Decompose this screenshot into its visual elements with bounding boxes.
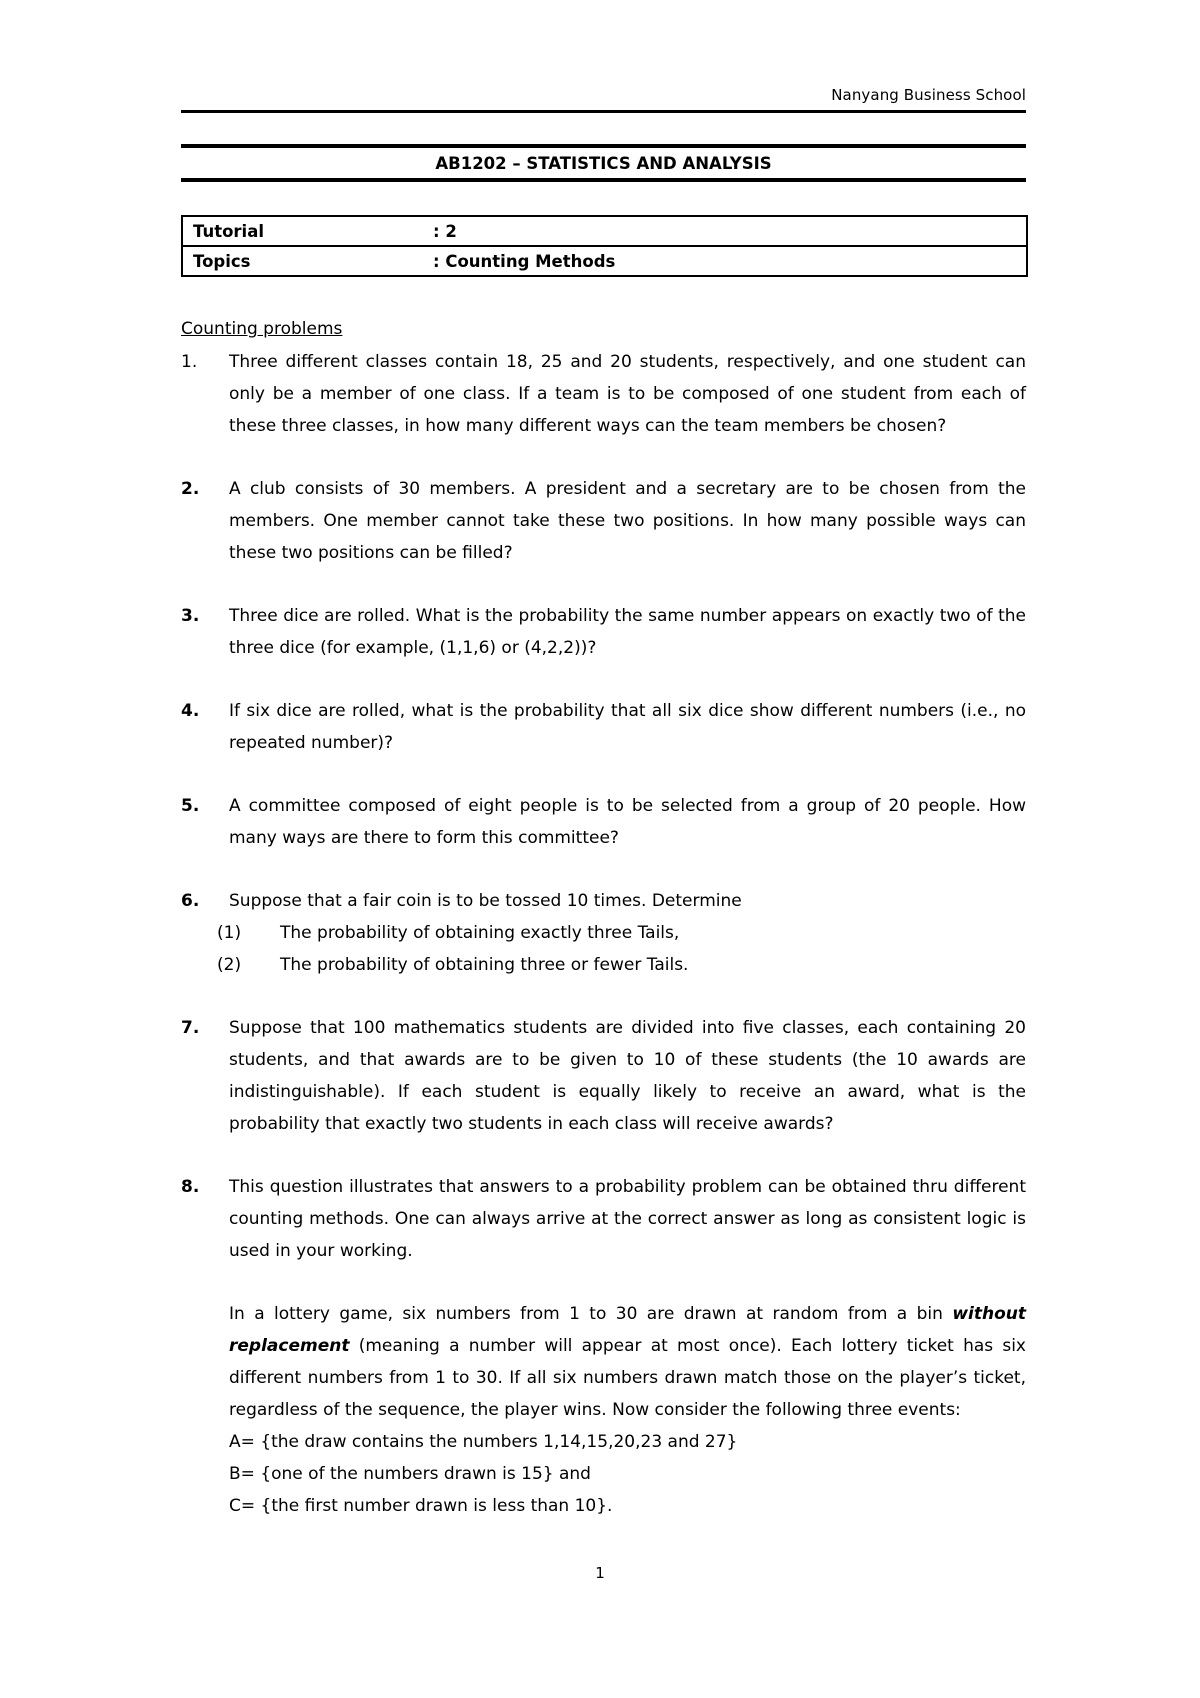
question-number: 1. [181,352,198,372]
tutorial-info-table [181,215,1028,277]
topics-label: Topics [182,246,423,276]
tutorial-label: Tutorial [182,216,423,246]
title-bottom-rule [181,178,1026,182]
question-2 [181,473,1026,569]
question-5 [181,790,1026,854]
question-text: A committee composed of eight people is to be selected from a group of 20 people. How many ways are there to form this committee? [229,796,1026,848]
lottery-text-end: (meaning a number will appear at most once). Each lottery ticket has six different numbers from 1 to 30. If all six numbers drawn match those on the player’s ticket, regardless of the sequence, the player wins. Now consider the following three events: [229,1336,1026,1420]
event-c: C= {the first number drawn is less than 10}. [229,1496,613,1516]
question-7 [181,1012,1026,1140]
header-school-name: Nanyang Business School [831,86,1026,104]
question-text: Suppose that a fair coin is to be tossed 10 times. Determine [229,891,742,911]
event-b: B= {one of the numbers drawn is 15} and [229,1464,591,1484]
topics-value: : Counting Methods [423,246,1027,276]
sub-question-number: (1) [217,923,242,943]
question-number: 2. [181,479,200,499]
question-8 [181,1171,1026,1522]
tutorial-value: : 2 [423,216,1027,246]
question-number: 6. [181,891,200,911]
header-rule [181,110,1026,113]
question-6 [181,885,1026,981]
question-4 [181,695,1026,759]
question-number: 5. [181,796,200,816]
question-number: 7. [181,1018,200,1038]
question-text: A club consists of 30 members. A president and a secretary are to be chosen from the members. One member cannot take these two positions. In how many possible ways can these two positions can be filled? [229,479,1026,563]
table-row [182,246,1027,276]
question-3 [181,600,1026,664]
sub-question-number: (2) [217,955,242,975]
title-top-rule [181,144,1026,148]
sub-question-list [217,917,1026,981]
question-number: 8. [181,1177,200,1197]
problem-list [181,346,1026,1522]
sub-question-text: The probability of obtaining three or fewer Tails. [280,955,689,975]
event-a: A= {the draw contains the numbers 1,14,15,20,23 and 27} [229,1432,738,1452]
question-1 [181,346,1026,442]
table-row [182,216,1027,246]
question-number: 4. [181,701,200,721]
sub-question-2 [217,949,1026,981]
question-text: Suppose that 100 mathematics students are divided into five classes, each containing 20 students, and that awards are to be given to 10 of these students (the 10 awards are indistinguishable). If each student is equally likely to receive an award, what is the probability that exactly two students in each class will receive awards? [229,1018,1026,1134]
question-text: Three different classes contain 18, 25 and 20 students, respectively, and one student can only be a member of one class. If a team is to be composed of one student from each of these three classes, in how many different ways can the team members be chosen? [229,352,1026,436]
page-number: 1 [595,1564,605,1582]
lottery-emphasis: without replacement [229,1304,1026,1356]
sub-question-text: The probability of obtaining exactly three Tails, [280,923,680,943]
course-title: AB1202 – STATISTICS AND ANALYSIS [435,154,772,173]
sub-question-1 [217,917,1026,949]
question-number: 3. [181,606,200,626]
lottery-text-start: In a lottery game, six numbers from 1 to 30 are drawn at random from a bin [229,1304,953,1324]
section-title: Counting problems [181,319,343,339]
question-text: Three dice are rolled. What is the probability the same number appears on exactly two of the three dice (for example, (1,1,6) or (4,2,2))? [229,606,1026,658]
lottery-paragraph [229,1298,1026,1426]
question-text: This question illustrates that answers to a probability problem can be obtained thru different counting methods. One can always arrive at the correct answer as long as consistent logic is used in your working. [229,1177,1026,1261]
question-text: If six dice are rolled, what is the probability that all six dice show different numbers (i.e., no repeated number)? [229,701,1026,753]
